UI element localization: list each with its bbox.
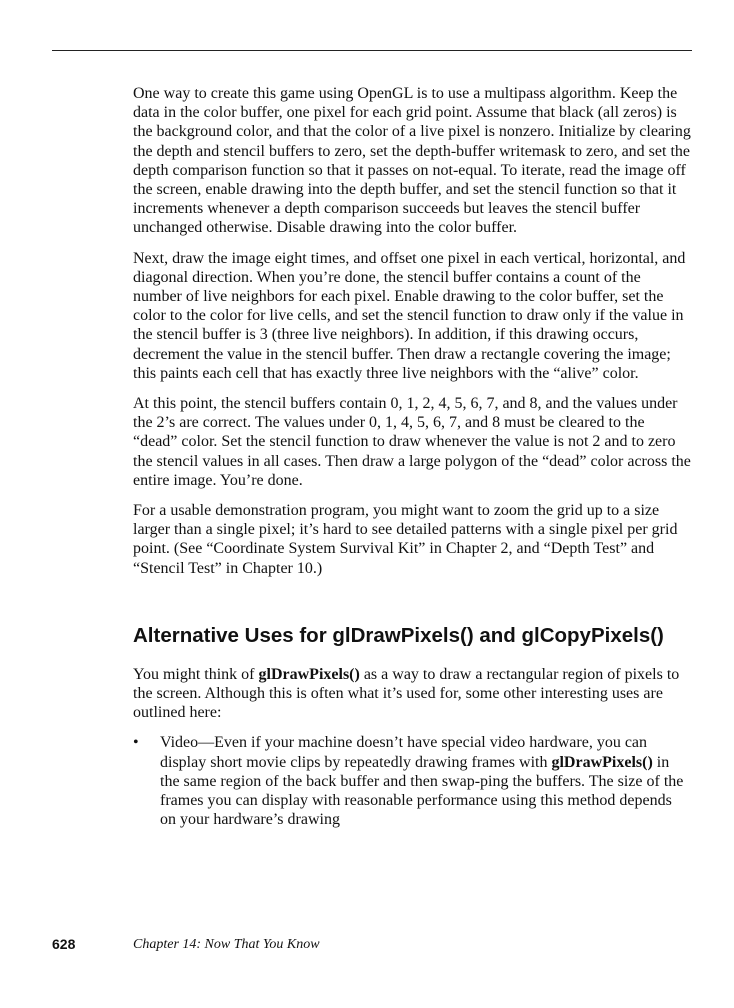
body-paragraph-1: One way to create this game using OpenGL is to use a multipass algorithm. Keep the data in the color buffer, one pixel for each grid point. Assume that black (all zeros) is the background color, and that the color of a live pixel is nonzero. Initialize by clearing the depth and stencil buffers to zero, set the depth-buffer writemask to zero, and set the depth comparison function so that it passes on not-equal. To iterate, read the image off the screen, enable drawing into the depth buffer, and set the stencil function so that it increments whenever a depth comparison succeeds but leaves the stencil buffer unchanged otherwise. Disable drawing into the color buffer. — [133, 85, 691, 237]
bullet-function-name: glDrawPixels() — [551, 753, 653, 771]
page-body — [133, 84, 691, 830]
section-heading: Alternative Uses for glDrawPixels() and glCopyPixels() — [133, 623, 664, 647]
bullet-item-video — [133, 733, 691, 829]
body-paragraph-2: Next, draw the image eight times, and offset one pixel in each vertical, horizontal, and diagonal direction. When you’re done, the stencil buffer contains a count of the number of live neighbors for each pixel. Enable drawing to the color buffer, set the color to the color for live cells, and set the stencil function to draw only if the value in the stencil buffer is 3 (three live neighbors). In addition, if this drawing occurs, decrement the value in the stencil buffer. Then draw a rectangle covering the image; this paints each cell that has exactly three live neighbors with the “alive” color. — [133, 249, 686, 382]
bullet-dot: • — [133, 734, 139, 752]
chapter-title: Chapter 14: Now That You Know — [133, 937, 320, 952]
intro-text-before: You might think of — [133, 665, 259, 683]
intro-function-name: glDrawPixels() — [258, 665, 360, 683]
section-intro — [133, 665, 691, 723]
top-rule — [52, 50, 692, 51]
body-paragraph-4: For a usable demonstration program, you might want to zoom the grid up to a size larger than a single pixel; it’s hard to see detailed patterns with a single pixel per grid point. (See “Coordinate System Survival Kit” in Chapter 2, and “Depth Test” and “Stencil Test” in Chapter 10.) — [133, 502, 678, 577]
bullet-text-after: in the same region of the back buffer and then swap-ping the buffers. The size of the frames you can display with reasonable performance using this method depends on your hardware’s drawing — [160, 753, 684, 829]
body-paragraph-3: At this point, the stencil buffers contain 0, 1, 2, 4, 5, 6, 7, and 8, and the values under the 2’s are correct. The values under 0, 1, 4, 5, 6, 7, and 8 must be cleared to the “dead” color. Set the stencil function to draw whenever the value is not 2 and to zero the stencil values in all cases. Then draw a large polygon of the “dead” color across the entire image. You’re done. — [133, 395, 691, 489]
intro-text-after: as a way to draw a rectangular region of pixels to the screen. Although this is often what it’s used for, some other interesting uses are outlined here: — [133, 665, 680, 722]
bullet-list — [133, 733, 691, 829]
bullet-text-before: Video—Even if your machine doesn’t have special video hardware, you can display short movie clips by repeatedly drawing frames with — [160, 734, 648, 771]
page-number: 628 — [52, 936, 76, 952]
